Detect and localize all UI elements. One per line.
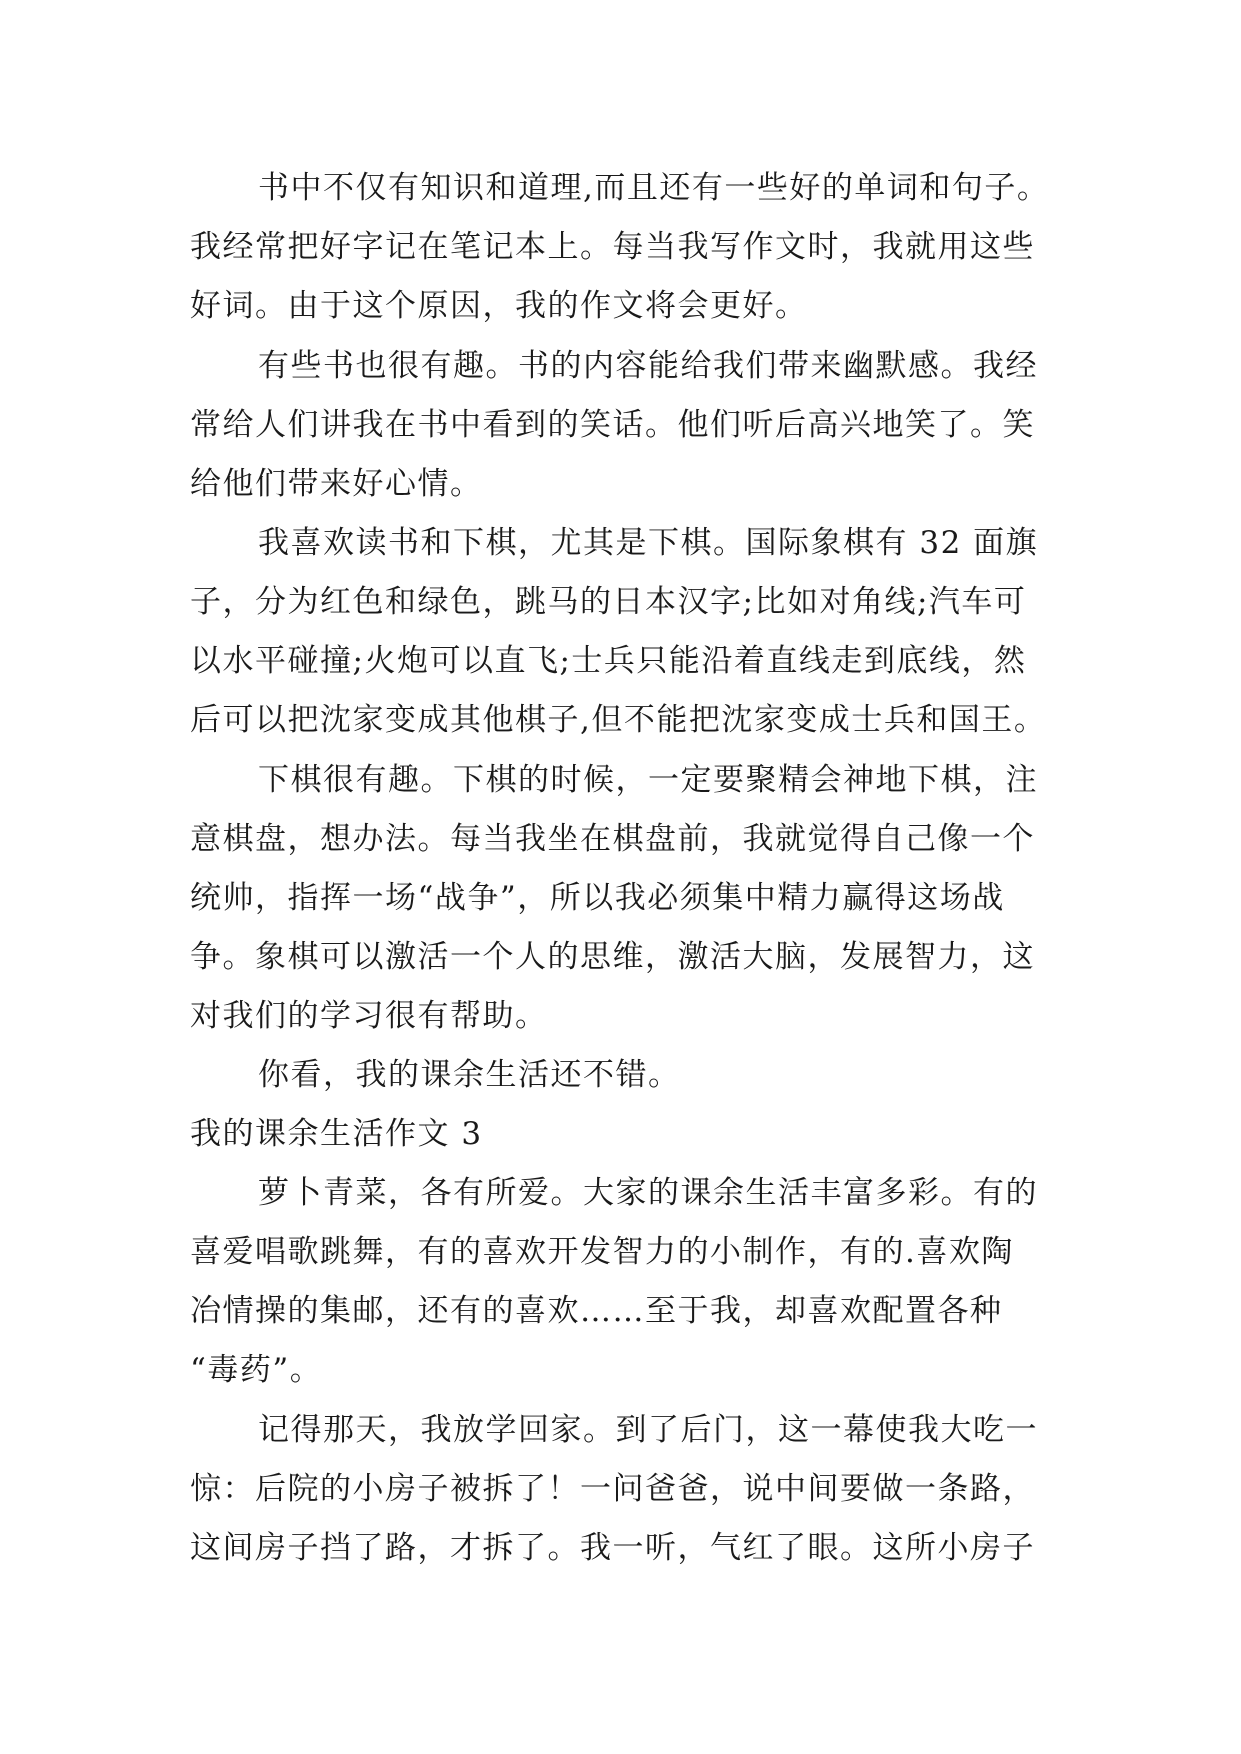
paragraph-line: 常给人们讲我在书中看到的笑话。他们听后高兴地笑了。笑	[190, 407, 1035, 443]
paragraph-line: 下棋很有趣。下棋的时候，一定要聚精会神地下棋，注	[258, 762, 1038, 798]
paragraph-line: 冶情操的集邮，还有的喜欢……至于我，却喜欢配置各种	[190, 1293, 1003, 1329]
paragraph-line: 我喜欢读书和下棋，尤其是下棋。国际象棋有 32 面旗	[258, 525, 1039, 561]
paragraph-line: 这间房子挡了路，才拆了。我一听，气红了眼。这所小房子	[190, 1530, 1035, 1566]
paragraph-line: 以水平碰撞;火炮可以直飞;士兵只能沿着直线走到底线，然	[190, 643, 1027, 679]
paragraph-line: 意棋盘，想办法。每当我坐在棋盘前，我就觉得自己像一个	[190, 821, 1035, 857]
paragraph-line: 书中不仅有知识和道理,而且还有一些好的单词和句子。	[258, 170, 1050, 206]
paragraph-line: 对我们的学习很有帮助。	[190, 998, 548, 1034]
paragraph-line: 给他们带来好心情。	[190, 466, 483, 502]
paragraph-line: 你看，我的课余生活还不错。	[258, 1057, 681, 1093]
paragraph-line: 萝卜青菜，各有所爱。大家的课余生活丰富多彩。有的	[258, 1175, 1038, 1211]
paragraph-line: 我经常把好字记在笔记本上。每当我写作文时，我就用这些	[190, 229, 1035, 265]
paragraph-line: 好词。由于这个原因，我的作文将会更好。	[190, 288, 808, 324]
paragraph-line: “毒药”。	[190, 1352, 323, 1388]
paragraph-line: 后可以把沈家变成其他棋子,但不能把沈家变成士兵和国王。	[190, 702, 1047, 738]
paragraph-line: 统帅，指挥一场“战争”，所以我必须集中精力赢得这场战	[190, 880, 1005, 916]
paragraph-line: 争。象棋可以激活一个人的思维，激活大脑，发展智力，这	[190, 939, 1035, 975]
section-heading: 我的课余生活作文 3	[190, 1116, 483, 1152]
paragraph-line: 惊：后院的小房子被拆了！一问爸爸，说中间要做一条路，	[190, 1471, 1035, 1507]
paragraph-line: 子，分为红色和绿色，跳马的日本汉字;比如对角线;汽车可	[190, 584, 1027, 620]
paragraph-line: 有些书也很有趣。书的内容能给我们带来幽默感。我经	[258, 348, 1038, 384]
paragraph-line: 记得那天，我放学回家。到了后门，这一幕使我大吃一	[258, 1412, 1038, 1448]
paragraph-line: 喜爱唱歌跳舞，有的喜欢开发智力的小制作，有的.喜欢陶	[190, 1234, 1014, 1270]
